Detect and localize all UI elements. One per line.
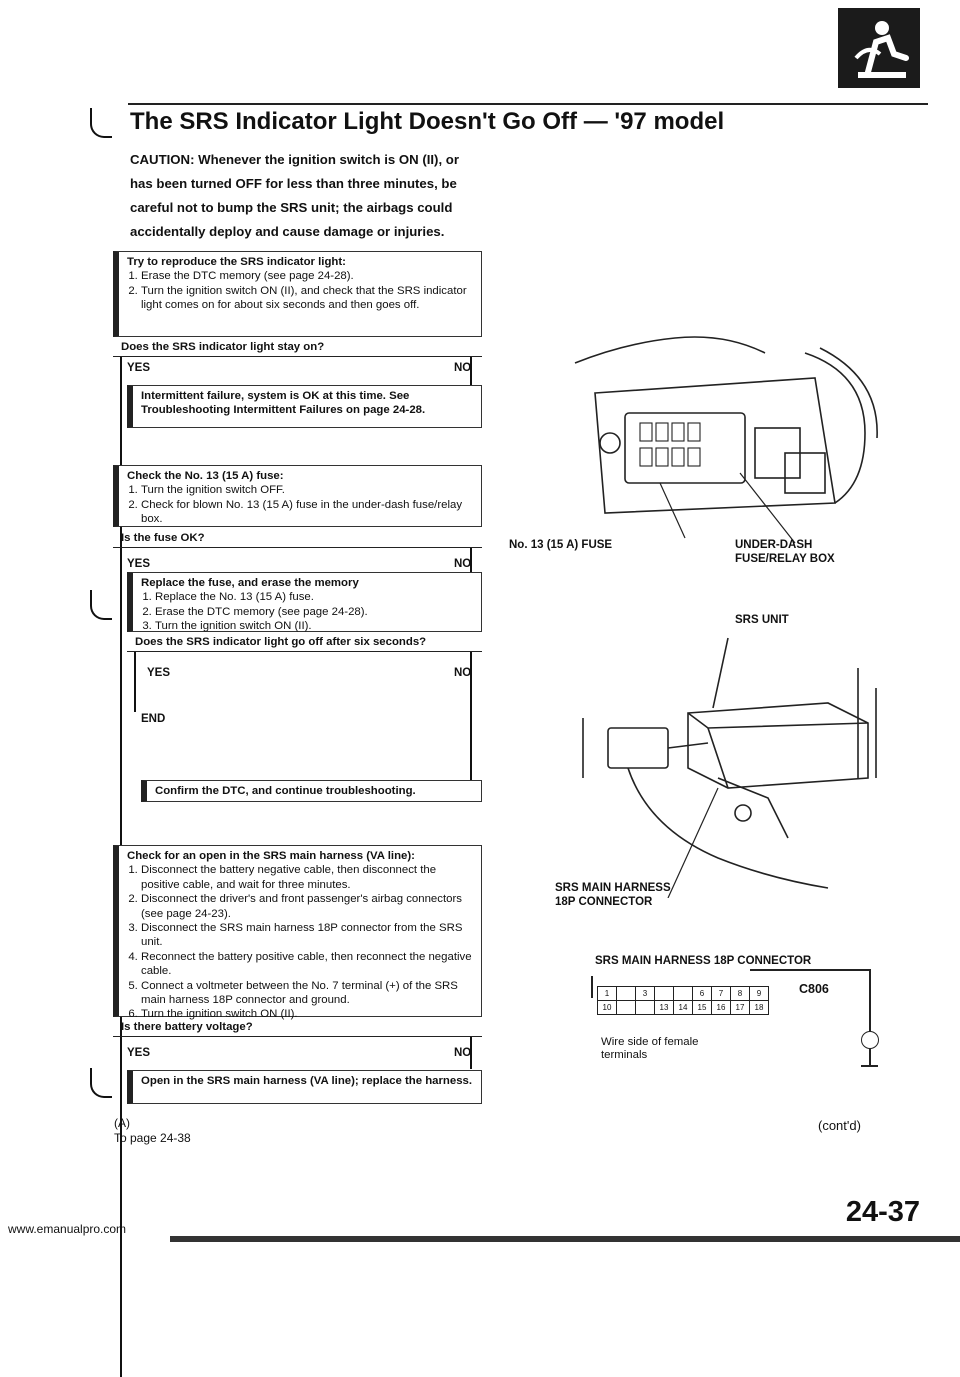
harness-label: SRS MAIN HARNESS — [555, 882, 671, 894]
connector-row — [598, 987, 769, 1001]
answer-no: NO — [454, 362, 472, 374]
intermittent-failure-note: Intermittent failure, system is OK at this time. See Troubleshooting Intermittent Failures on page 24-28. — [127, 385, 482, 428]
terminal — [617, 1001, 636, 1015]
margin-mark — [90, 108, 112, 138]
margin-mark — [90, 590, 112, 620]
terminal: 14 — [674, 1001, 693, 1015]
srs-unit-label: SRS UNIT — [735, 614, 789, 626]
fuse-box-illustration — [565, 333, 885, 553]
connector-leader — [869, 969, 871, 1031]
goto-page: To page 24-38 — [114, 1131, 191, 1145]
goto-marker: (A) — [114, 1116, 130, 1130]
terminal: 17 — [731, 1001, 750, 1015]
question-light-goes-off: Does the SRS indicator light go off after six seconds? — [127, 634, 482, 652]
terminal: 8 — [731, 987, 750, 1001]
terminal: 9 — [750, 987, 769, 1001]
answer-no: NO — [454, 558, 472, 570]
terminal: 10 — [598, 1001, 617, 1015]
answer-no: NO — [454, 1047, 472, 1059]
terminal: 16 — [712, 1001, 731, 1015]
connector-leader — [750, 969, 870, 971]
page-title: The SRS Indicator Light Doesn't Go Off — '97 model — [130, 108, 725, 135]
connector-title: SRS MAIN HARNESS 18P CONNECTOR — [595, 955, 812, 967]
open-harness-note: Open in the SRS main harness (VA line); replace the harness. — [127, 1070, 482, 1104]
terminal: 13 — [655, 1001, 674, 1015]
terminal: 18 — [750, 1001, 769, 1015]
srs-unit-illustration — [568, 628, 888, 898]
answer-yes: YES — [127, 558, 151, 570]
ground-icon — [869, 1049, 871, 1065]
ground-icon — [861, 1065, 878, 1067]
terminal: 1 — [598, 987, 617, 1001]
header-rule — [128, 103, 928, 105]
caution-note: CAUTION: Whenever the ignition switch is ON (II), or has been turned OFF for less than three minutes, be careful not to bump the SRS unit; the airbags could accidentally deploy and cause damage or injuries. — [130, 152, 459, 239]
wire-side-note: terminals — [601, 1049, 648, 1061]
continued-note: (cont'd) — [818, 1118, 861, 1133]
harness-label: 18P CONNECTOR — [555, 896, 653, 908]
bottom-bar — [170, 1236, 960, 1242]
margin-mark — [90, 1068, 112, 1098]
underdash-box-label: FUSE/RELAY BOX — [735, 553, 835, 565]
answer-yes: YES — [127, 362, 151, 374]
step-reproduce-indicator: Try to reproduce the SRS indicator light: 1. Erase the DTC memory (see page 24-28). 2. Turn the ignition switch ON (II), and check that the SRS indicator light comes on for about six seconds and then goes off. — [113, 251, 482, 337]
confirm-dtc-note: Confirm the DTC, and continue troubleshooting. — [141, 780, 482, 802]
connector-tab-line — [591, 976, 593, 998]
srs-logo — [838, 8, 920, 88]
answer-yes: YES — [147, 667, 171, 679]
step-check-fuse: Check the No. 13 (15 A) fuse: 1. Turn the ignition switch OFF. 2. Check for blown No. 13 (15 A) fuse in the under-dash fuse/relay box. — [113, 465, 482, 527]
step-check-open-harness: Check for an open in the SRS main harness (VA line): 1. Disconnect the battery negative cable, then disconnect the positive cable, and wait for three minutes. 2. Disconnect the driver's and front passenger's airbag connectors (see page 24-23). 3. Disconnect the SRS main harness 18P connector from the SRS unit. 4. Reconnect the battery positive cable, then reconnect the negative cable. 5. Connect a voltmeter between the No. 7 terminal (+) of the SRS main harness 18P connector and ground. 6. Turn the ignition switch ON (II). — [113, 845, 482, 1017]
connector-code: C806 — [799, 982, 829, 996]
terminal — [655, 987, 674, 1001]
wire-side-note: Wire side of female — [601, 1036, 699, 1048]
question-indicator-stays-on: Does the SRS indicator light stay on? — [113, 339, 482, 357]
terminal: 7 — [712, 987, 731, 1001]
answer-yes: YES — [127, 1047, 151, 1059]
fuse-label: No. 13 (15 A) FUSE — [509, 539, 613, 551]
terminal — [674, 987, 693, 1001]
question-battery-voltage: Is there battery voltage? — [113, 1019, 482, 1037]
connector-row — [598, 1001, 769, 1015]
terminal — [617, 987, 636, 1001]
underdash-box-label: UNDER-DASH — [735, 539, 813, 551]
step-replace-fuse: Replace the fuse, and erase the memory 1. Replace the No. 13 (15 A) fuse. 2. Erase the DTC memory (see page 24-28). 3. Turn the ignition switch ON (II). — [127, 572, 482, 632]
flow-line-yes — [134, 652, 136, 712]
website-link[interactable]: www.emanualpro.com — [8, 1222, 127, 1236]
terminal: 3 — [636, 987, 655, 1001]
question-fuse-ok: Is the fuse OK? — [113, 530, 482, 548]
terminal — [636, 1001, 655, 1015]
page-number: 24-37 — [845, 1196, 920, 1228]
terminal: 15 — [693, 1001, 712, 1015]
terminal: 6 — [693, 987, 712, 1001]
ground-circle-icon — [861, 1031, 879, 1049]
answer-no: NO — [454, 667, 472, 679]
connector-18p — [597, 986, 769, 1015]
end-label: END — [141, 713, 166, 725]
